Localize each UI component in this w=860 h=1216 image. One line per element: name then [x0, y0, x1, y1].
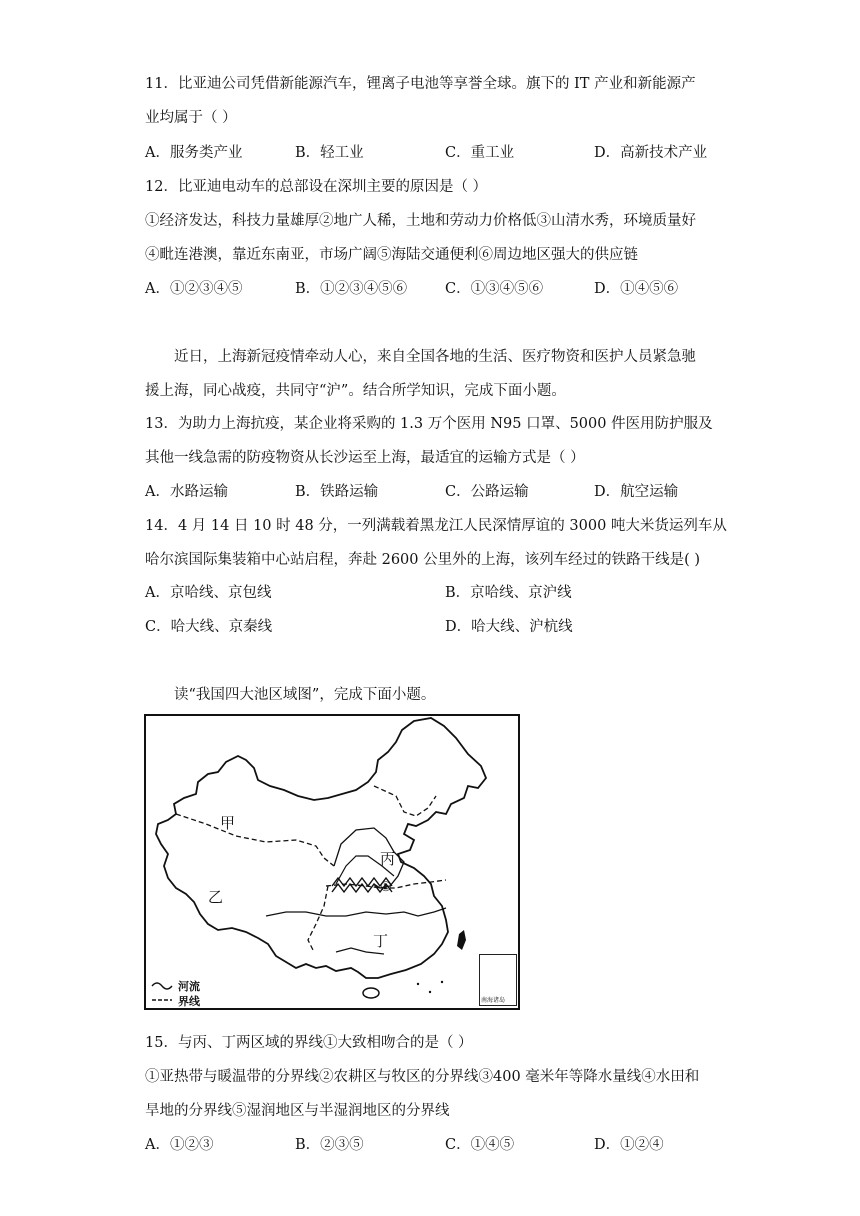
- region-label-yi: 乙: [208, 888, 224, 906]
- intro1-line1: 近日，上海新冠疫情牵动人心，来自全国各地的生活、医疗物资和医护人员紧急驰: [174, 349, 696, 365]
- q14-option-c: C．哈大线、京秦线: [145, 619, 273, 635]
- map-drawing: [146, 716, 518, 1008]
- q14-stem-line2: 哈尔滨国际集装箱中心站启程，奔赴 2600 公里外的上海，该列车经过的铁路干线是( ): [145, 552, 701, 568]
- region-label-ding: 丁: [373, 932, 389, 950]
- boundary-marker-1: ①: [380, 880, 392, 895]
- q11-stem-line1: 11．比亚迪公司凭借新能源汽车，锂离子电池等享誉全球。旗下的 IT 产业和新能源产: [145, 76, 696, 92]
- q11-option-c: C．重工业: [445, 145, 515, 161]
- q14-option-b: B．京哈线、京沪线: [445, 585, 572, 601]
- boundary-northeast: [374, 786, 436, 816]
- q13-option-b: B．铁路运输: [295, 484, 379, 500]
- q15-option-a: A．①②③: [145, 1137, 214, 1153]
- inset-label: 南海诸岛: [481, 997, 506, 1004]
- q12-option-b: B．①②③④⑤⑥: [295, 281, 408, 297]
- q12-option-c: C．①③④⑤⑥: [445, 281, 544, 297]
- q12-statements-line2: ④毗连港澳，靠近东南亚，市场广阔⑤海陆交通便利⑥周边地区强大的供应链: [145, 247, 638, 263]
- q11-option-a: A．服务类产业: [145, 145, 243, 161]
- q14-stem-line1: 14．4 月 14 日 10 时 48 分，一列满载着黑龙江人民深情厚谊的 3000 吨大米货运列车从: [145, 518, 727, 534]
- q11-stem-line2: 业均属于（ ）: [145, 110, 237, 126]
- region-label-bing: 丙: [380, 850, 396, 868]
- q12-statements-line1: ①经济发达，科技力量雄厚②地广人稀，土地和劳动力价格低③山清水秀，环境质量好: [145, 213, 696, 229]
- q12-option-d: D．①④⑤⑥: [594, 281, 679, 297]
- legend-river-label: 河流: [178, 980, 200, 993]
- q13-stem-line1: 13．为助力上海抗疫，某企业将采购的 1.3 万个医用 N95 口罩、5000 件医用防护服及: [145, 416, 713, 432]
- taiwan-island: [457, 930, 466, 950]
- q15-option-b: B．②③⑤: [295, 1137, 364, 1153]
- china-outline: [156, 718, 486, 978]
- q13-option-c: C．公路运输: [445, 484, 529, 500]
- q15-option-c: C．①④⑤: [445, 1137, 515, 1153]
- q15-statements-line2: 旱地的分界线⑤湿润地区与半湿润地区的分界线: [145, 1103, 450, 1119]
- q15-statements-line1: ①亚热带与暖温带的分界线②农耕区与牧区的分界线③400 毫米年等降水量线④水田和: [145, 1069, 700, 1085]
- legend-river-symbol: [152, 983, 172, 989]
- q12-option-a: A．①②③④⑤: [145, 281, 243, 297]
- intro1-line2: 援上海，同心战疫，共同守“沪”。结合所学知识，完成下面小题。: [145, 383, 566, 399]
- boundary-jia-yi: [176, 814, 334, 866]
- q13-option-d: D．航空运输: [594, 484, 679, 500]
- q13-option-a: A．水路运输: [145, 484, 228, 500]
- q15-option-d: D．①②④: [594, 1137, 664, 1153]
- south-china-sea-inset: [479, 954, 517, 1006]
- region-label-jia: 甲: [220, 814, 236, 832]
- q11-option-b: B．轻工业: [295, 145, 364, 161]
- china-four-regions-map: [144, 714, 520, 1010]
- hainan-island: [363, 988, 379, 998]
- intro2: 读“我国四大池区域图”，完成下面小题。: [174, 687, 436, 703]
- q13-stem-line2: 其他一线急需的防疫物资从长沙运至上海，最适宜的运输方式是（ ）: [145, 450, 585, 466]
- q11-option-d: D．高新技术产业: [594, 145, 708, 161]
- river-yangtze: [266, 908, 446, 916]
- q14-option-d: D．哈大线、沪杭线: [445, 619, 573, 635]
- legend-boundary-label: 界线: [178, 995, 200, 1008]
- q15-stem: 15．与丙、丁两区域的界线①大致相吻合的是（ ）: [145, 1035, 473, 1051]
- q14-option-a: A．京哈线、京包线: [145, 585, 272, 601]
- boundary-yi-ding: [308, 886, 328, 952]
- q12-stem: 12．比亚迪电动车的总部设在深圳主要的原因是（ ）: [145, 179, 488, 195]
